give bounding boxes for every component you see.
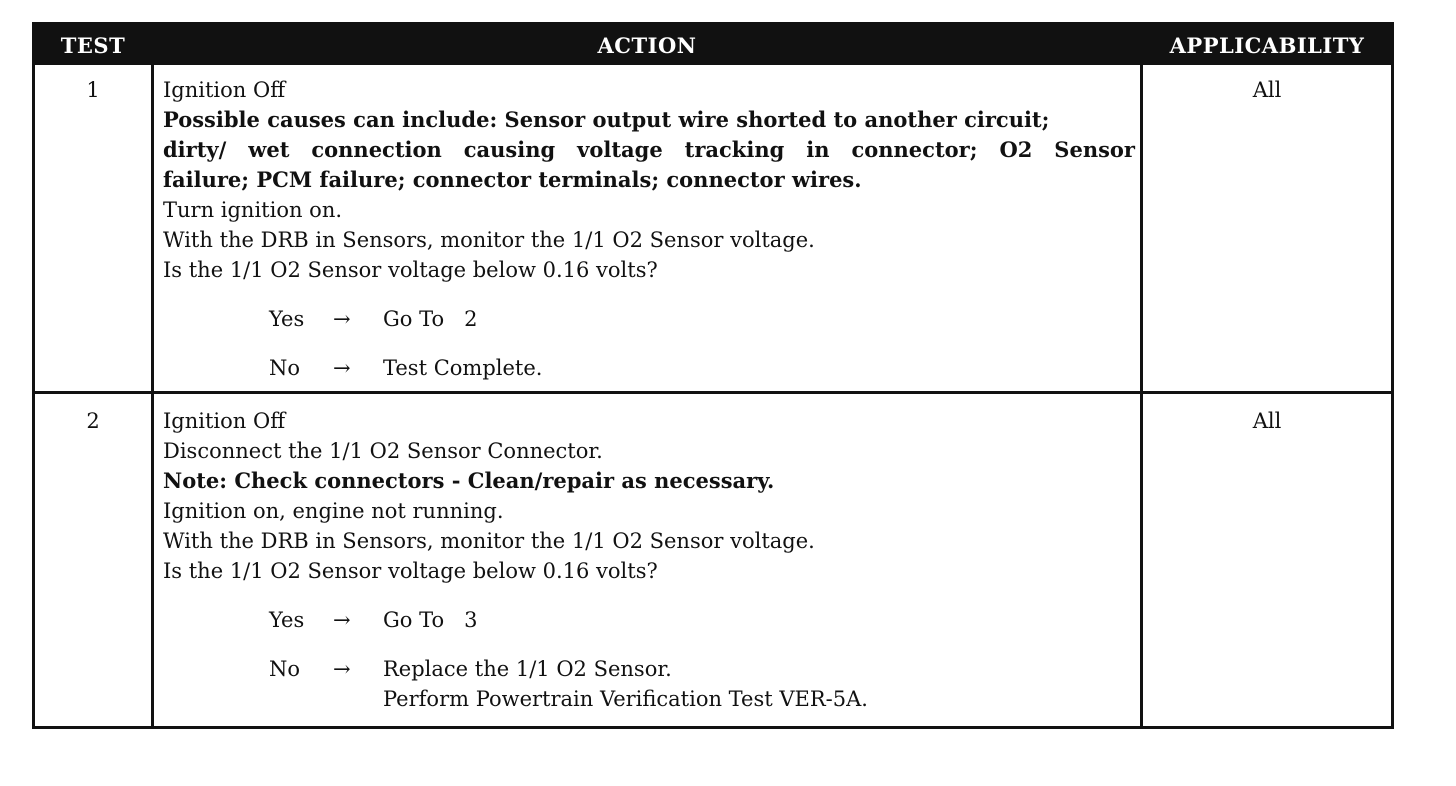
row-2-line: Ignition on, engine not running. <box>163 499 504 523</box>
row-1-line: With the DRB in Sensors, monitor the 1/1 O2 Sensor voltage. <box>163 228 815 252</box>
row-2-applicability: All <box>1252 409 1282 433</box>
row-2-line: Ignition Off <box>163 409 286 433</box>
column-divider-action <box>1140 65 1143 729</box>
row-1-test-number: 1 <box>86 78 100 102</box>
row-1-line: Ignition Off <box>163 78 286 102</box>
yes-result: Go To 3 <box>383 608 478 632</box>
no-label: No <box>269 657 301 681</box>
row-2-note: Note: Check connectors - Clean/repair as necessary. <box>163 468 775 493</box>
row-1-causes-line: dirty/ wet connection causing voltage tracking in connector; O2 Sensor <box>163 137 1135 162</box>
arrow-icon: → <box>333 307 351 331</box>
row-2-line: Disconnect the 1/1 O2 Sensor Connector. <box>163 439 603 463</box>
column-divider-test <box>151 65 154 729</box>
row-2-question: Is the 1/1 O2 Sensor voltage below 0.16 volts? <box>163 559 658 583</box>
diagnostic-test-table <box>32 22 1394 729</box>
arrow-icon: → <box>333 657 351 681</box>
arrow-icon: → <box>333 608 351 632</box>
no-result-line: Replace the 1/1 O2 Sensor. <box>383 657 672 681</box>
header-test: TEST <box>60 33 126 58</box>
table-header <box>35 25 1391 65</box>
row-1-action <box>163 75 1135 380</box>
row-2-action <box>163 406 1135 711</box>
header-action: ACTION <box>597 33 697 58</box>
row-1-causes-line: Possible causes can include: Sensor output wire shorted to another circuit; <box>163 107 1050 132</box>
yes-label: Yes <box>269 307 305 331</box>
yes-label: Yes <box>269 608 305 632</box>
no-result-line: Perform Powertrain Verification Test VER-5A. <box>383 687 868 711</box>
row-divider <box>35 391 1391 394</box>
yes-result: Go To 2 <box>383 307 478 331</box>
row-2-test-number: 2 <box>86 409 100 433</box>
row-1-line: Turn ignition on. <box>163 198 343 222</box>
no-result <box>383 654 868 714</box>
row-1-question: Is the 1/1 O2 Sensor voltage below 0.16 volts? <box>163 258 658 282</box>
header-applicability: APPLICABILITY <box>1169 33 1365 58</box>
no-label: No <box>269 356 301 380</box>
row-1-causes-line: failure; PCM failure; connector terminals; connector wires. <box>163 167 862 192</box>
arrow-icon: → <box>333 356 351 380</box>
no-result: Test Complete. <box>383 356 543 380</box>
row-1-applicability: All <box>1252 78 1282 102</box>
row-2-line: With the DRB in Sensors, monitor the 1/1 O2 Sensor voltage. <box>163 529 815 553</box>
